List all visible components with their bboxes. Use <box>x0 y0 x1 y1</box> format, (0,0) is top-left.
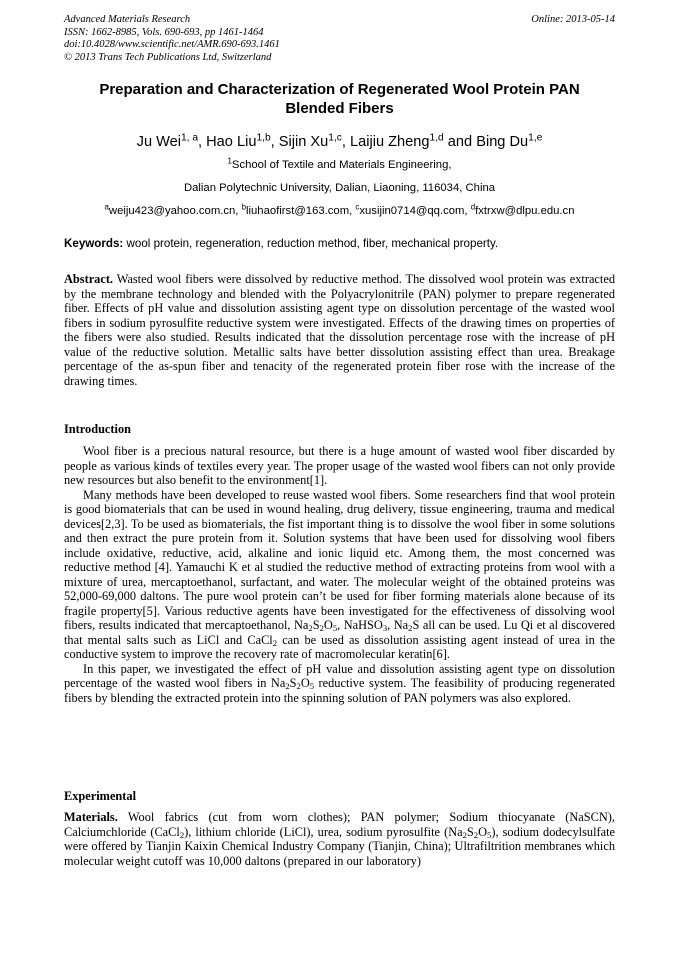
affiliation-text: School of Textile and Materials Engineering, <box>231 159 452 171</box>
author-separator: , <box>198 134 207 150</box>
author-sup: 1,e <box>528 132 543 144</box>
materials-label: Materials. <box>64 810 118 824</box>
email-address: xusijin0714@qq.com <box>359 205 465 217</box>
abstract <box>64 272 615 388</box>
paragraph-text: ), lithium chloride (LiCl), urea, sodium pyrosulfite ( <box>184 824 449 839</box>
author-separator: , <box>270 134 279 150</box>
author-sup: 1, a <box>180 132 199 144</box>
paragraph: Wool fiber is a precious natural resource, but there is a huge amount of wasted wool fiber discarded by people as various kinds of textiles every year. The proper usage of the wasted wool fibers can not only provide new resources but also benefit to the environment[1]. <box>64 444 615 487</box>
author-sup: 1,c <box>328 132 342 144</box>
paper-title-line-1: Preparation and Characterization of Regenerated Wool Protein PAN <box>99 81 580 98</box>
paragraph-text: ), sodium dodecylsulfate were offered by Tianjin Kaixin Chemical Industry Company (Tianjin, China); Ultrafiltrition membranes which molecular weight cutoff was 10,000 daltons (prepared in our laboratory) <box>64 824 616 868</box>
email-separator: , <box>349 205 356 217</box>
paragraph-text: reductive system. The feasibility of producing regenerated fibers by blending the extracted protein into the spinning solution of PAN polymers was also explored. <box>64 676 615 705</box>
journal-copyright: © 2013 Trans Tech Publications Ltd, Switzerland <box>64 51 272 63</box>
paragraph-text: can be used as dissolution assisting agent instead of urea in the conductive system to improve the recovery rate of macromolecular keratin[6]. <box>64 632 615 661</box>
email-address: weiju423@yahoo.com.cn <box>108 205 236 217</box>
email-sup: d <box>470 202 476 212</box>
author-name: Hao Liu <box>206 134 257 150</box>
formula-na2s: $Na_2$ <box>393 618 413 634</box>
author-separator: , <box>341 134 351 150</box>
email <box>241 202 356 217</box>
affiliation-line-1 <box>64 158 615 172</box>
author <box>206 134 279 150</box>
email-separator: , <box>235 205 242 217</box>
email-sup: a <box>104 202 109 212</box>
email <box>470 202 575 217</box>
email <box>104 202 242 217</box>
author-name: Sijin Xu <box>278 134 329 150</box>
formula-subscript: 2 <box>272 637 278 648</box>
keywords-label: Keywords: <box>64 237 124 250</box>
online-date: Online: 2013-05-14 <box>531 14 615 25</box>
author-sup: 1,b <box>256 132 271 144</box>
introduction-text <box>64 444 615 705</box>
author <box>279 134 350 150</box>
keywords-text: wool protein, regeneration, reduction method, fiber, mechanical property. <box>123 237 499 250</box>
author-name: Laijiu Zheng <box>350 134 430 150</box>
author-sup: 1,d <box>429 132 444 144</box>
affiliation-sup: 1 <box>227 156 232 166</box>
paper-title <box>64 80 615 118</box>
materials-paragraph <box>64 810 615 868</box>
journal-doi: doi:10.4028/www.scientific.net/AMR.690-693.1461 <box>64 39 280 51</box>
email-sup: c <box>355 202 360 212</box>
formula-na2s2o5: $Na_2S_2O_5$ <box>448 824 492 840</box>
email <box>355 202 471 217</box>
paragraph: Many methods have been developed to reuse wasted wool fibers. Some researchers find that wool protein is good biomaterials that can be used in wound healing, drug delivery, tissue engineering, trauma and medical devices[2,3]. To be used as biomaterials, the fist important thing is to dissolve the wool fiber in some solutions and then extract the pure protein from it. Solution systems that have been used for dissolving wool fibers include oxidative, reductive, acid, alkaline and ionic liquid etc. Among them, the most concerned was reductive method [4]. Yamauchi K et al studied the reductive method of extracting proteins from wool with a mixture of urea, mercaptoethanol, surfactant, and water. The molecular weight of the obtained proteins was 52,000-69,000 daltons. The pure wool protein can’t be used for fiber forming materials alone because of its fragile property[5]. Various reductive agents have been investigated for the effectiveness of dissolving wool fibers, results indicated that mercaptoethanol, $Na_2S_2O_5$, NaHSO$_3$, $Na_2S$ all can be used. Lu Qi et al discovered that mental salts such as LiCl and CaCl$_2$ can be used as dissolution assisting agent instead of urea in the conductive system to improve the recovery rate of macromolecular keratin[6]. <box>64 487 616 661</box>
author-name: Ju Wei <box>136 134 181 150</box>
author <box>137 134 207 150</box>
author-separator: and <box>443 134 477 150</box>
paragraph-text: Many methods have been developed to reuse wasted wool fibers. Some researchers find that wool protein is good biomaterials that can be used in wound healing, drug delivery, tissue engineering, trauma and medical devices[2,3]. To be used as biomaterials, the fist important thing is to dissolve the wool fiber in some solutions and then extract the pure protein from it. Solution systems that have been used for dissolving wool fibers include oxidative, reductive, acid, alkaline and ionic liquid etc. Among them, the most concerned was reductive method [4]. Yamauchi K et al studied the reductive method of extracting proteins from wool with a mixture of urea, mercaptoethanol, surfactant, and water. The molecular weight of the obtained proteins was 52,000-69,000 daltons. The pure wool protein can’t be used for fiber forming materials alone because of its fragile property[5]. Various reductive agents have been investigated for the effectiveness of dissolving wool fibers, results indicated that mercaptoethanol, <box>64 487 615 632</box>
author <box>350 134 476 150</box>
email-sup: b <box>241 202 246 212</box>
abstract-label: Abstract. <box>64 272 114 286</box>
section-heading-experimental: Experimental <box>64 789 136 803</box>
formula-na2s2o5: $Na_2S_2O_5$ <box>270 676 315 692</box>
author-name: Bing Du <box>476 134 529 150</box>
abstract-text: Wasted wool fibers were dissolved by reductive method. The dissolved wool protein was extracted by the membrane technology and blended with the Polyacrylonitrile (PAN) polymer to prepare regenerated fiber. Effects of pH value and dissolution assisting agent type on dissolution percentage of the wasted wool fibers in sodium pyrosulfite reductive system were investigated. Effects of the drawing times on properties of the fibers were also studied. Results indicated that the dissolution percentage rose with the increase of pH value of the reductive solution. Metallic salts have better dissolution assisting effect than urea. Breakage percentage of the as-spun fiber and tenacity of the regenerated protein fiber rose with the increase of the drawing times. <box>64 272 615 388</box>
paragraph-text: Wool fabrics (cut from worn clothes); PAN polymer; Sodium thiocyanate (NaSCN), Calciumchloride (CaCl <box>64 810 615 839</box>
email-separator: , <box>464 205 471 217</box>
affiliation-line-2: Dalian Polytechnic University, Dalian, Liaoning, 116034, China <box>183 182 496 194</box>
formula-nahso3: NaHSO$_3$ <box>343 618 388 634</box>
author-emails <box>64 204 615 218</box>
keywords <box>64 237 615 251</box>
paragraph <box>64 662 615 706</box>
journal-issn: ISSN: 1662-8985, Vols. 690-693, pp 1461-1464 <box>64 26 264 38</box>
author-list <box>64 133 615 151</box>
paper-title-line-2: Blended Fibers <box>285 100 394 117</box>
email-address: fxtrxw@dlpu.edu.cn <box>475 205 575 217</box>
formula-subscript: 2 <box>179 829 185 840</box>
section-heading-introduction: Introduction <box>64 422 131 436</box>
journal-header <box>64 14 615 64</box>
author <box>476 134 542 150</box>
email-address: liuhaofirst@163.com <box>245 205 350 217</box>
journal-name: Advanced Materials Research <box>64 14 191 25</box>
paragraph-text: In this paper, we investigated the effect of pH value and dissolution assisting agent type on dissolution percentage of the wasted wool fibers in <box>64 661 615 690</box>
paragraph-text: S all can be used. Lu Qi et al discovered that mental salts such as LiCl and CaCl <box>64 618 616 647</box>
formula-na2s2o5: $Na_2S_2O_5$ <box>294 618 338 634</box>
